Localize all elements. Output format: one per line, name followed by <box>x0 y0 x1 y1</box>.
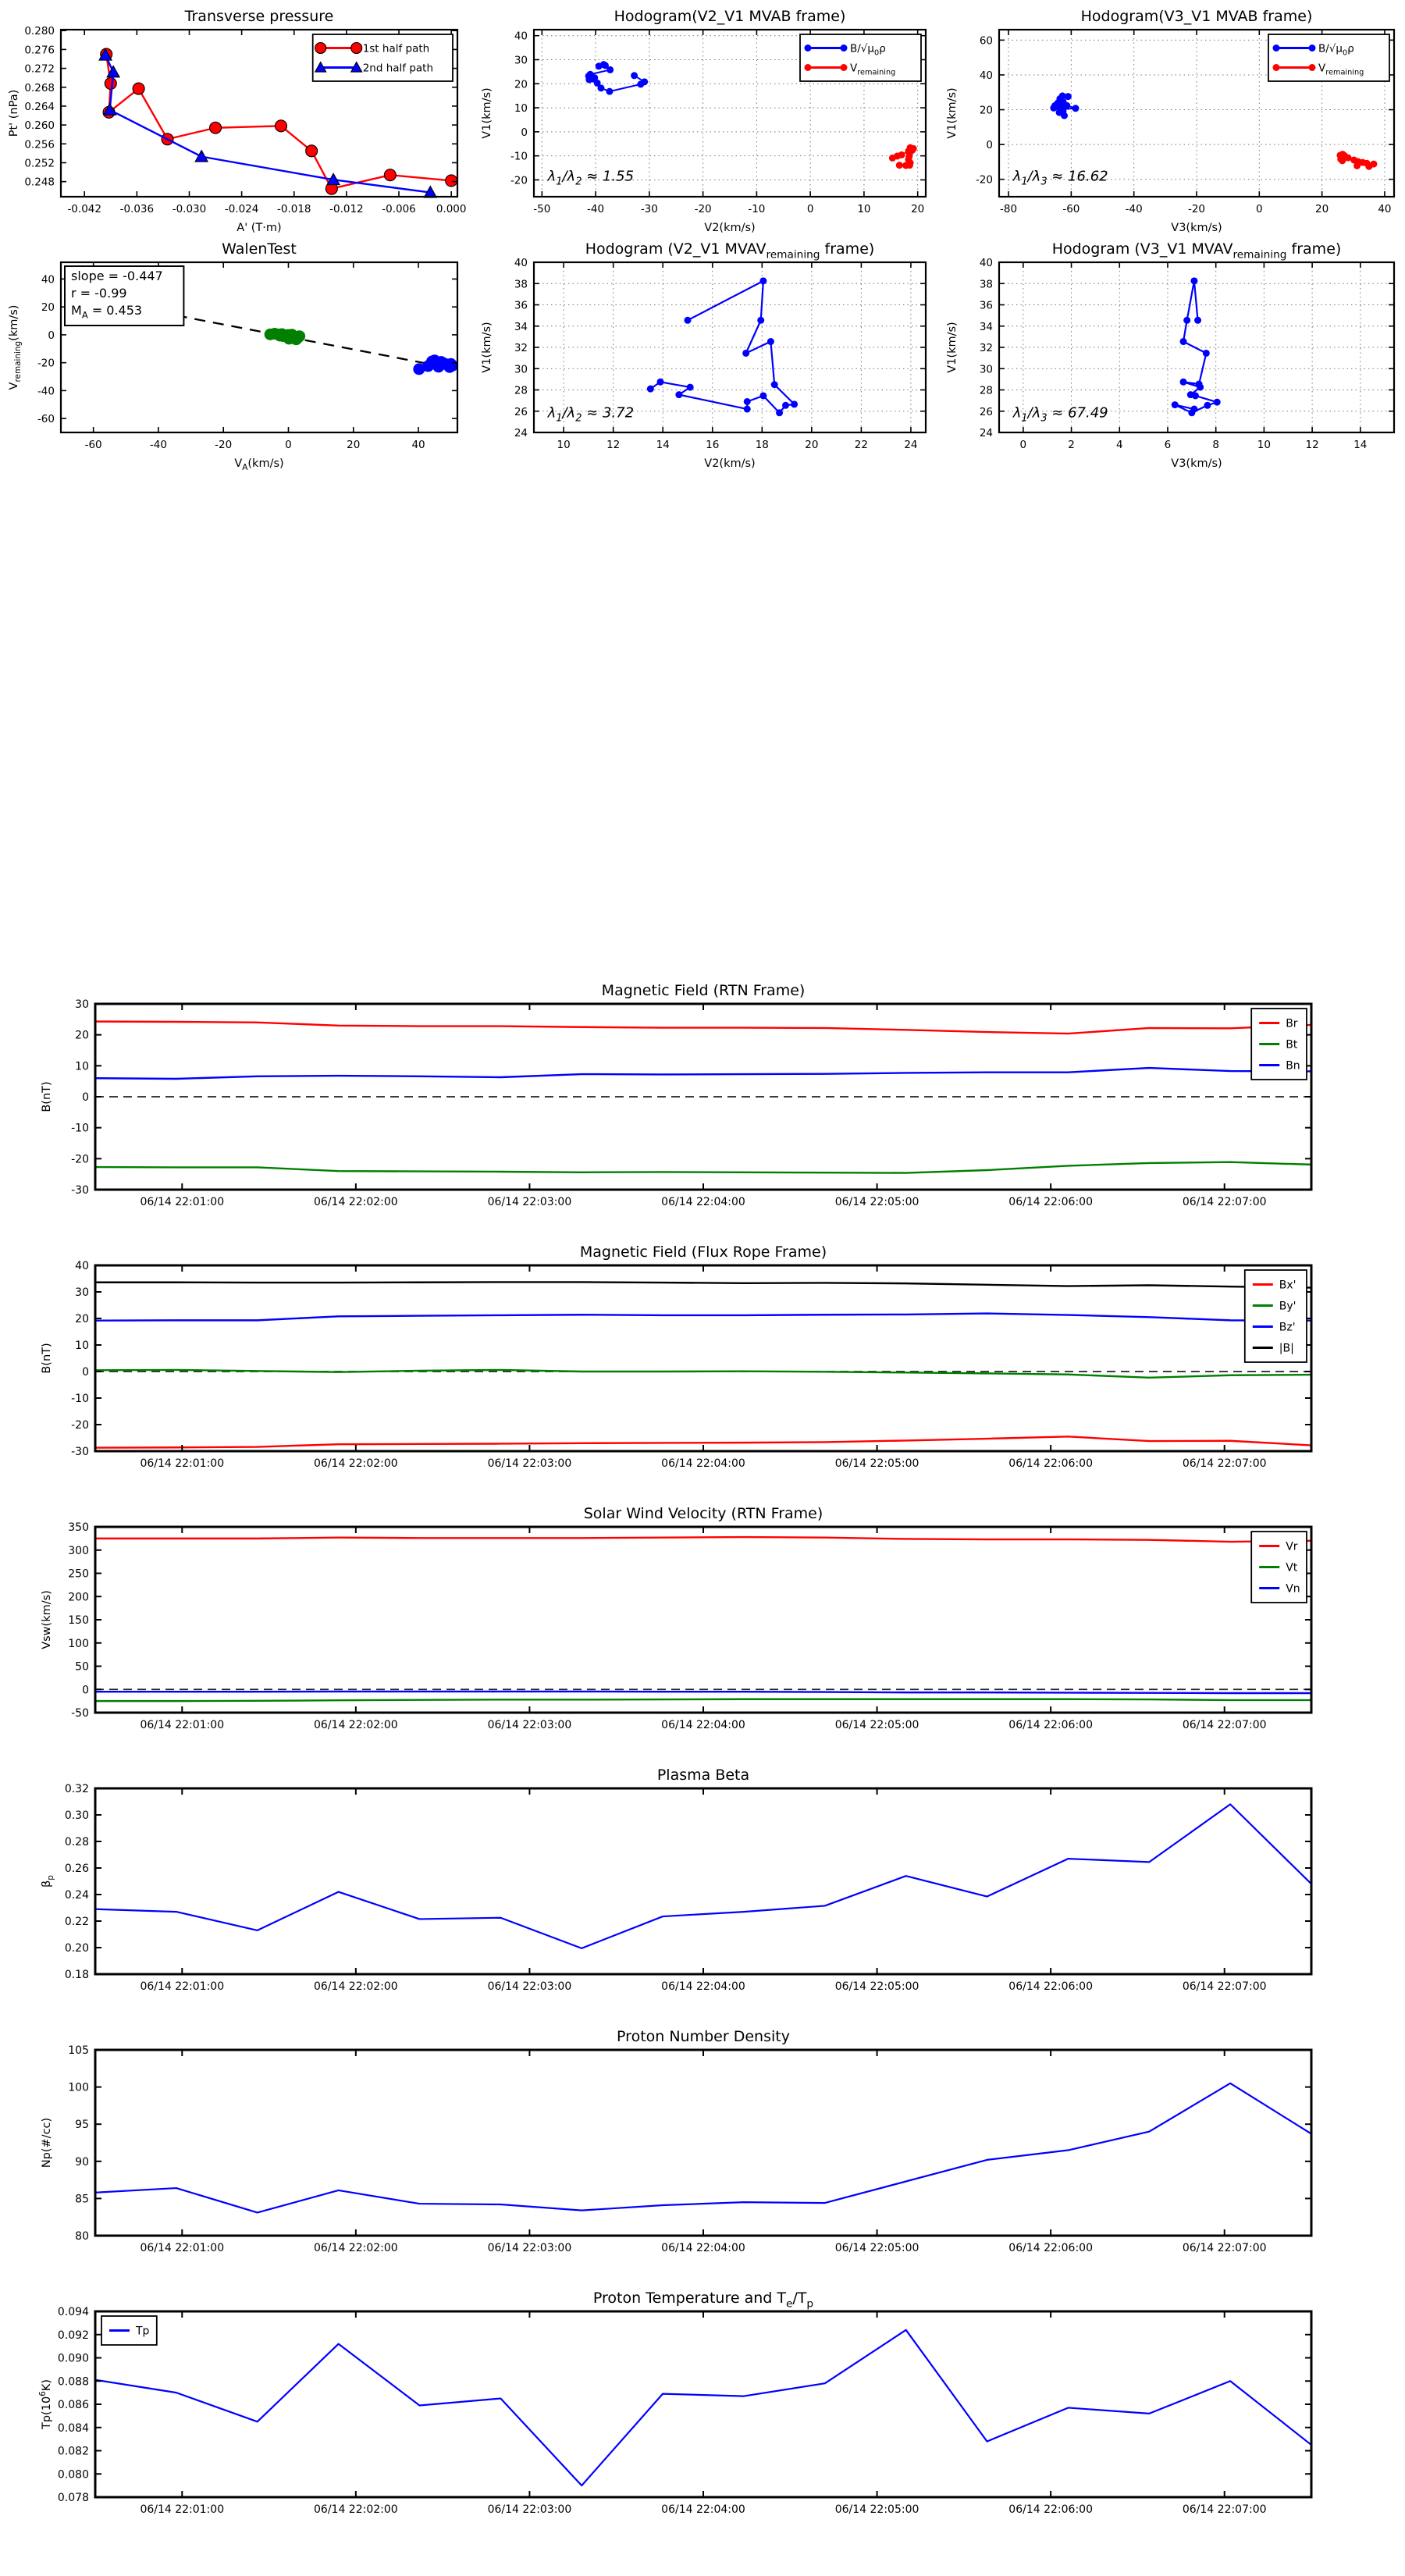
svg-text:16: 16 <box>706 439 720 451</box>
svg-text:06/14 22:07:00: 06/14 22:07:00 <box>1182 2242 1267 2254</box>
magnetic-field-flux-rope-chart <box>22 1231 1386 1490</box>
svg-text:-10: -10 <box>71 1122 89 1135</box>
svg-text:10: 10 <box>75 1340 89 1352</box>
svg-text:105: 105 <box>68 2044 89 2057</box>
y-axis-label: $Tp(10^6K)$ <box>38 2379 53 2429</box>
legend <box>800 34 921 81</box>
svg-text:10: 10 <box>857 203 871 215</box>
svg-text:14: 14 <box>1353 439 1368 451</box>
svg-text:slope = -0.447: slope = -0.447 <box>71 269 163 283</box>
svg-text:06/14 22:07:00: 06/14 22:07:00 <box>1182 1719 1267 1731</box>
svg-text:40: 40 <box>411 439 425 451</box>
svg-text:0: 0 <box>82 1091 89 1104</box>
proton-temperature-chart <box>22 2277 1386 2536</box>
svg-text:0.082: 0.082 <box>57 2445 89 2458</box>
svg-text:-40: -40 <box>587 203 605 215</box>
svg-text:0.26: 0.26 <box>64 1863 89 1875</box>
solar-wind-velocity-chart <box>22 1493 1386 1752</box>
svg-text:34: 34 <box>514 320 528 333</box>
svg-text:0: 0 <box>285 439 292 451</box>
svg-text:06/14 22:07:00: 06/14 22:07:00 <box>1182 1457 1267 1470</box>
svg-text:-60: -60 <box>37 413 55 426</box>
legend <box>1251 1532 1307 1603</box>
svg-text:-30: -30 <box>71 1446 89 1458</box>
svg-text:85: 85 <box>75 2193 89 2206</box>
svg-text:10: 10 <box>557 439 571 451</box>
svg-text:-50: -50 <box>533 203 551 215</box>
plot-frame <box>95 1788 1311 1974</box>
series-np <box>95 2083 1311 2213</box>
svg-text:06/14 22:01:00: 06/14 22:01:00 <box>140 1719 225 1731</box>
svg-text:200: 200 <box>68 1591 89 1604</box>
svg-text:06/14 22:01:00: 06/14 22:01:00 <box>140 1980 225 1993</box>
svg-text:06/14 22:03:00: 06/14 22:03:00 <box>487 1196 572 1208</box>
x-axis-label: A' (T·m) <box>237 222 282 234</box>
svg-text:40: 40 <box>514 30 528 43</box>
svg-text:06/14 22:07:00: 06/14 22:07:00 <box>1182 1980 1267 1993</box>
svg-text:32: 32 <box>514 342 528 354</box>
svg-text:Br: Br <box>1286 1017 1298 1030</box>
chart-title: Proton Number Density <box>617 2028 790 2045</box>
svg-text:0.280: 0.280 <box>24 25 55 38</box>
svg-text:06/14 22:07:00: 06/14 22:07:00 <box>1182 1196 1267 1208</box>
svg-text:1st half path: 1st half path <box>362 42 430 55</box>
svg-text:0.276: 0.276 <box>24 44 55 57</box>
svg-text:06/14 22:04:00: 06/14 22:04:00 <box>661 1457 745 1470</box>
svg-text:90: 90 <box>75 2155 89 2169</box>
series-vr <box>95 1537 1311 1542</box>
svg-text:0: 0 <box>48 329 55 342</box>
svg-text:-0.018: -0.018 <box>276 203 311 215</box>
eigenvalue-ratio-annotation: $\lambda_1/\lambda_3 \approx 16.62$ <box>1012 168 1108 188</box>
stats-box <box>65 266 183 326</box>
svg-text:06/14 22:04:00: 06/14 22:04:00 <box>661 1719 745 1731</box>
svg-text:Bz': Bz' <box>1279 1321 1296 1334</box>
svg-text:20: 20 <box>805 439 819 451</box>
svg-text:06/14 22:05:00: 06/14 22:05:00 <box>834 1457 919 1470</box>
svg-text:06/14 22:02:00: 06/14 22:02:00 <box>314 2503 398 2516</box>
svg-text:2: 2 <box>1068 439 1075 451</box>
svg-text:06/14 22:05:00: 06/14 22:05:00 <box>834 2503 919 2516</box>
svg-text:0.28: 0.28 <box>64 1836 89 1848</box>
svg-text:100: 100 <box>68 1637 89 1650</box>
series-path <box>1172 277 1221 416</box>
svg-text:0.18: 0.18 <box>64 1969 89 1981</box>
svg-text:06/14 22:04:00: 06/14 22:04:00 <box>661 2242 745 2254</box>
hodogram-v3v1-mvav-chart <box>937 239 1405 473</box>
x-axis-label: V3(km/s) <box>1171 457 1222 470</box>
svg-text:06/14 22:03:00: 06/14 22:03:00 <box>487 1980 572 1993</box>
svg-text:06/14 22:03:00: 06/14 22:03:00 <box>487 1719 572 1731</box>
axis-ticks <box>65 1783 1311 1993</box>
svg-text:06/14 22:06:00: 06/14 22:06:00 <box>1008 1196 1093 1208</box>
svg-text:0: 0 <box>1019 439 1027 451</box>
svg-text:Vt: Vt <box>1286 1561 1298 1574</box>
svg-text:-20: -20 <box>1187 203 1206 215</box>
svg-text:Tp: Tp <box>136 2325 150 2338</box>
svg-text:0.080: 0.080 <box>57 2468 89 2482</box>
svg-text:0.272: 0.272 <box>24 62 55 76</box>
svg-text:06/14 22:06:00: 06/14 22:06:00 <box>1008 2503 1093 2516</box>
series-middle <box>265 328 305 345</box>
plot-frame <box>95 1527 1311 1713</box>
svg-text:10: 10 <box>1257 439 1271 451</box>
svg-text:06/14 22:06:00: 06/14 22:06:00 <box>1008 1719 1093 1731</box>
series-v-remaining <box>889 144 917 169</box>
svg-text:36: 36 <box>979 299 993 312</box>
chart-title: Magnetic Field (Flux Rope Frame) <box>579 1244 827 1261</box>
svg-text:350: 350 <box>68 1521 89 1534</box>
svg-text:Vremaining: $V_{remaining}$ <box>1318 62 1364 77</box>
x-axis-label: V2(km/s) <box>704 457 756 470</box>
svg-text:26: 26 <box>514 405 528 418</box>
svg-text:30: 30 <box>979 363 993 376</box>
svg-text:20: 20 <box>75 1313 89 1325</box>
svg-text:06/14 22:01:00: 06/14 22:01:00 <box>140 2503 225 2516</box>
svg-text:20: 20 <box>911 203 925 215</box>
svg-text:06/14 22:06:00: 06/14 22:06:00 <box>1008 1457 1093 1470</box>
svg-text:26: 26 <box>979 405 993 418</box>
plot-frame <box>95 1265 1311 1451</box>
svg-text:24: 24 <box>514 427 528 439</box>
svg-text:r = -0.99: r = -0.99 <box>71 286 127 301</box>
series-vt <box>95 1699 1311 1701</box>
svg-text:0.30: 0.30 <box>64 1809 89 1822</box>
series-tp <box>95 2330 1311 2485</box>
svg-text:20: 20 <box>347 439 361 451</box>
svg-text:-50: -50 <box>71 1707 89 1720</box>
svg-text:-80: -80 <box>1000 203 1018 215</box>
svg-text:-60: -60 <box>1062 203 1080 215</box>
x-axis-label: V2(km/s) <box>704 222 756 234</box>
chart-title: Hodogram (V2_V1 $MVAV_{remaining}$ frame) <box>585 240 875 262</box>
y-axis-label: V1(km/s) <box>946 87 959 139</box>
svg-text:-0.006: -0.006 <box>382 203 416 215</box>
svg-text:Bx': Bx' <box>1279 1279 1297 1292</box>
svg-text:06/14 22:02:00: 06/14 22:02:00 <box>314 1457 398 1470</box>
svg-text:95: 95 <box>75 2119 89 2132</box>
svg-text:10: 10 <box>514 102 528 116</box>
svg-text:14: 14 <box>656 439 670 451</box>
plasma-beta-chart <box>22 1754 1386 2013</box>
svg-text:06/14 22:04:00: 06/14 22:04:00 <box>661 2503 745 2516</box>
eigenvalue-ratio-annotation: $\lambda_1/\lambda_2 \approx 3.72$ <box>547 404 635 425</box>
svg-text:-30: -30 <box>71 1184 89 1197</box>
svg-text:06/14 22:04:00: 06/14 22:04:00 <box>661 1196 745 1208</box>
svg-text:-10: -10 <box>748 203 766 215</box>
svg-text:0.32: 0.32 <box>64 1783 89 1795</box>
proton-density-chart <box>22 2016 1386 2275</box>
svg-text:-10: -10 <box>71 1393 89 1405</box>
y-axis-label: $V_{remaining}(km/s)$ <box>8 304 23 390</box>
svg-text:06/14 22:05:00: 06/14 22:05:00 <box>834 1196 919 1208</box>
svg-text:0.264: 0.264 <box>24 100 55 113</box>
walen-test-chart <box>0 239 468 473</box>
svg-text:Vremaining: $V_{remaining}$ <box>850 62 896 77</box>
svg-text:12: 12 <box>1305 439 1319 451</box>
svg-text:B/√μ0ρ: $B/√\mu_0\rho$ <box>850 42 886 58</box>
svg-text:0: 0 <box>806 203 814 215</box>
svg-text:-0.024: -0.024 <box>224 203 259 215</box>
svg-text:Bt: Bt <box>1286 1038 1298 1051</box>
svg-text:-40: -40 <box>37 385 55 398</box>
series-bn <box>95 1068 1311 1079</box>
hodogram-v3v1-mvab-chart <box>937 6 1405 234</box>
legend <box>1245 1270 1307 1362</box>
svg-text:20: 20 <box>41 301 55 315</box>
svg-text:MA = 0.453: $M_A = 0.453$ <box>71 303 143 321</box>
svg-text:40: 40 <box>1378 203 1392 215</box>
svg-text:-0.030: -0.030 <box>172 203 207 215</box>
svg-text:24: 24 <box>979 427 993 439</box>
y-axis-label: V1(km/s) <box>481 322 493 373</box>
legend <box>101 2316 157 2345</box>
svg-text:12: 12 <box>606 439 621 451</box>
svg-text:0.20: 0.20 <box>64 1942 89 1955</box>
y-axis-label: Vsw(km/s) <box>41 1590 53 1649</box>
svg-text:06/14 22:01:00: 06/14 22:01:00 <box>140 1196 225 1208</box>
legend <box>1268 34 1389 81</box>
svg-text:20: 20 <box>75 1029 89 1042</box>
svg-text:-10: -10 <box>510 150 528 163</box>
chart-title: Magnetic Field (RTN Frame) <box>601 982 806 999</box>
svg-text:60: 60 <box>979 34 993 48</box>
series-beta-p <box>95 1804 1311 1948</box>
svg-text:30: 30 <box>75 1286 89 1299</box>
y-axis-label: Np(#/cc) <box>41 2117 53 2169</box>
svg-text:80: 80 <box>75 2230 89 2243</box>
svg-text:40: 40 <box>514 257 528 269</box>
svg-text:Vn: Vn <box>1286 1582 1300 1596</box>
svg-text:300: 300 <box>68 1544 89 1557</box>
svg-text:-20: -20 <box>694 203 712 215</box>
svg-text:06/14 22:04:00: 06/14 22:04:00 <box>661 1980 745 1993</box>
svg-text:0.090: 0.090 <box>57 2352 89 2365</box>
svg-text:34: 34 <box>979 320 993 333</box>
svg-text:0.084: 0.084 <box>57 2421 89 2435</box>
svg-text:20: 20 <box>979 104 993 117</box>
magnetic-field-rtn-chart <box>22 970 1386 1229</box>
svg-text:250: 250 <box>68 1567 89 1581</box>
svg-text:B/√μ0ρ: $B/√\mu_0\rho$ <box>1318 42 1354 58</box>
svg-text:0: 0 <box>82 1684 89 1697</box>
svg-text:06/14 22:02:00: 06/14 22:02:00 <box>314 1980 398 1993</box>
svg-text:0.078: 0.078 <box>57 2492 89 2504</box>
svg-text:-20: -20 <box>975 173 993 187</box>
series-vn <box>95 1692 1311 1693</box>
svg-text:8: 8 <box>1212 439 1219 451</box>
svg-text:0.086: 0.086 <box>57 2399 89 2411</box>
svg-text:40: 40 <box>41 273 55 286</box>
legend <box>313 34 453 81</box>
svg-text:18: 18 <box>755 439 769 451</box>
eigenvalue-ratio-annotation: $\lambda_1/\lambda_2 \approx 1.55$ <box>547 168 635 188</box>
y-axis-label: V1(km/s) <box>481 87 493 139</box>
svg-text:0.088: 0.088 <box>57 2375 89 2389</box>
svg-text:-20: -20 <box>71 1153 89 1166</box>
chart-title: WalenTest <box>222 240 297 258</box>
legend <box>1251 1009 1307 1080</box>
hodogram-v2v1-mvab-chart <box>471 6 937 234</box>
svg-text:24: 24 <box>904 439 918 451</box>
chart-title: Hodogram(V3_V1 MVAB frame) <box>1080 8 1313 25</box>
svg-text:20: 20 <box>514 78 528 91</box>
svg-text:06/14 22:02:00: 06/14 22:02:00 <box>314 1196 398 1208</box>
svg-text:38: 38 <box>979 278 993 291</box>
series-bt <box>95 1162 1311 1173</box>
svg-text:06/14 22:05:00: 06/14 22:05:00 <box>834 1719 919 1731</box>
svg-text:0.094: 0.094 <box>57 2306 89 2318</box>
svg-text:0.248: 0.248 <box>24 176 55 189</box>
svg-text:0.092: 0.092 <box>57 2329 89 2342</box>
svg-text:-40: -40 <box>149 439 167 451</box>
svg-text:0.260: 0.260 <box>24 119 55 133</box>
svg-text:-20: -20 <box>37 357 55 370</box>
svg-text:06/14 22:03:00: 06/14 22:03:00 <box>487 1457 572 1470</box>
svg-text:06/14 22:06:00: 06/14 22:06:00 <box>1008 2242 1093 2254</box>
chart-title: Hodogram(V2_V1 MVAB frame) <box>614 8 846 25</box>
x-axis-label: V3(km/s) <box>1171 222 1222 234</box>
svg-text:38: 38 <box>514 278 528 291</box>
svg-text:|B|: |B| <box>1279 1342 1294 1355</box>
svg-text:28: 28 <box>979 384 993 397</box>
svg-text:2nd half path: 2nd half path <box>362 62 434 75</box>
svg-text:32: 32 <box>979 342 993 354</box>
svg-text:50: 50 <box>75 1660 89 1674</box>
svg-text:06/14 22:02:00: 06/14 22:02:00 <box>314 2242 398 2254</box>
y-axis-label: Pt' (nPa) <box>8 89 20 137</box>
svg-text:150: 150 <box>68 1614 89 1627</box>
chart-title: Hodogram (V3_V1 $MVAV_{remaining}$ frame) <box>1051 240 1342 262</box>
svg-text:30: 30 <box>75 998 89 1011</box>
series-b-sqrt-mu0-rho- <box>1050 92 1079 119</box>
svg-text:-60: -60 <box>84 439 102 451</box>
series-br <box>95 1022 1311 1034</box>
svg-text:30: 30 <box>514 54 528 67</box>
svg-text:0: 0 <box>82 1366 89 1379</box>
svg-text:0.22: 0.22 <box>64 1916 89 1928</box>
axis-ticks <box>68 2044 1311 2254</box>
svg-text:06/14 22:01:00: 06/14 22:01:00 <box>140 2242 225 2254</box>
svg-text:40: 40 <box>75 1260 89 1272</box>
y-axis-label: B(nT) <box>41 1343 53 1374</box>
series-b-sqrt-mu0-rho- <box>585 61 649 94</box>
y-axis-label: B(nT) <box>41 1081 53 1112</box>
y-axis-label: V1(km/s) <box>946 322 959 373</box>
svg-text:28: 28 <box>514 384 528 397</box>
svg-text:By': By' <box>1279 1300 1297 1313</box>
svg-text:-20: -20 <box>71 1419 89 1432</box>
svg-text:0.252: 0.252 <box>24 157 55 170</box>
y-axis-label: $\beta_p$ <box>41 1875 56 1888</box>
svg-text:-0.012: -0.012 <box>329 203 364 215</box>
svg-text:40: 40 <box>979 257 993 269</box>
series-bz- <box>95 1314 1311 1321</box>
svg-text:06/14 22:07:00: 06/14 22:07:00 <box>1182 2503 1267 2516</box>
svg-text:-0.036: -0.036 <box>119 203 155 215</box>
series--b- <box>95 1282 1311 1287</box>
chart-title: Solar Wind Velocity (RTN Frame) <box>583 1505 823 1522</box>
series-2nd-half <box>413 354 457 375</box>
svg-text:6: 6 <box>1164 439 1172 451</box>
svg-text:06/14 22:02:00: 06/14 22:02:00 <box>314 1719 398 1731</box>
svg-text:-40: -40 <box>1125 203 1143 215</box>
series-v-remaining <box>1336 151 1377 170</box>
svg-text:0: 0 <box>986 139 993 152</box>
plot-frame <box>95 2311 1311 2497</box>
transverse-pressure-chart <box>0 6 468 234</box>
svg-text:0: 0 <box>521 126 528 139</box>
series-path <box>647 277 798 416</box>
svg-text:0.268: 0.268 <box>24 81 55 94</box>
svg-text:-30: -30 <box>640 203 658 215</box>
svg-text:0: 0 <box>1256 203 1263 215</box>
chart-title: Proton Temperature and $T_e/T_p$ <box>592 2290 814 2311</box>
x-axis-label: $V_A(km/s)$ <box>234 457 284 473</box>
svg-text:06/14 22:03:00: 06/14 22:03:00 <box>487 2503 572 2516</box>
svg-text:100: 100 <box>68 2081 89 2094</box>
svg-text:0.256: 0.256 <box>24 138 55 151</box>
svg-text:22: 22 <box>854 439 868 451</box>
svg-text:20: 20 <box>1315 203 1329 215</box>
svg-text:30: 30 <box>514 363 528 376</box>
svg-text:-0.042: -0.042 <box>67 203 101 215</box>
svg-text:06/14 22:06:00: 06/14 22:06:00 <box>1008 1980 1093 1993</box>
svg-text:4: 4 <box>1115 439 1123 451</box>
svg-text:Bn: Bn <box>1286 1059 1300 1073</box>
axis-ticks <box>71 1260 1311 1470</box>
hodogram-v2v1-mvav-chart <box>471 239 937 473</box>
svg-text:10: 10 <box>75 1060 89 1073</box>
chart-title: Plasma Beta <box>656 1767 750 1784</box>
svg-text:Vr: Vr <box>1286 1540 1298 1553</box>
svg-text:0.24: 0.24 <box>64 1889 89 1902</box>
svg-text:40: 40 <box>979 69 993 82</box>
svg-text:06/14 22:05:00: 06/14 22:05:00 <box>834 1980 919 1993</box>
svg-text:06/14 22:05:00: 06/14 22:05:00 <box>834 2242 919 2254</box>
svg-text:-20: -20 <box>215 439 233 451</box>
svg-text:36: 36 <box>514 299 528 312</box>
svg-text:06/14 22:03:00: 06/14 22:03:00 <box>487 2242 572 2254</box>
eigenvalue-ratio-annotation: $\lambda_1/\lambda_3 \approx 67.49$ <box>1012 404 1108 425</box>
chart-title: Transverse pressure <box>184 8 334 25</box>
svg-text:0.000: 0.000 <box>436 203 467 215</box>
svg-text:06/14 22:01:00: 06/14 22:01:00 <box>140 1457 225 1470</box>
svg-text:-20: -20 <box>510 174 528 187</box>
